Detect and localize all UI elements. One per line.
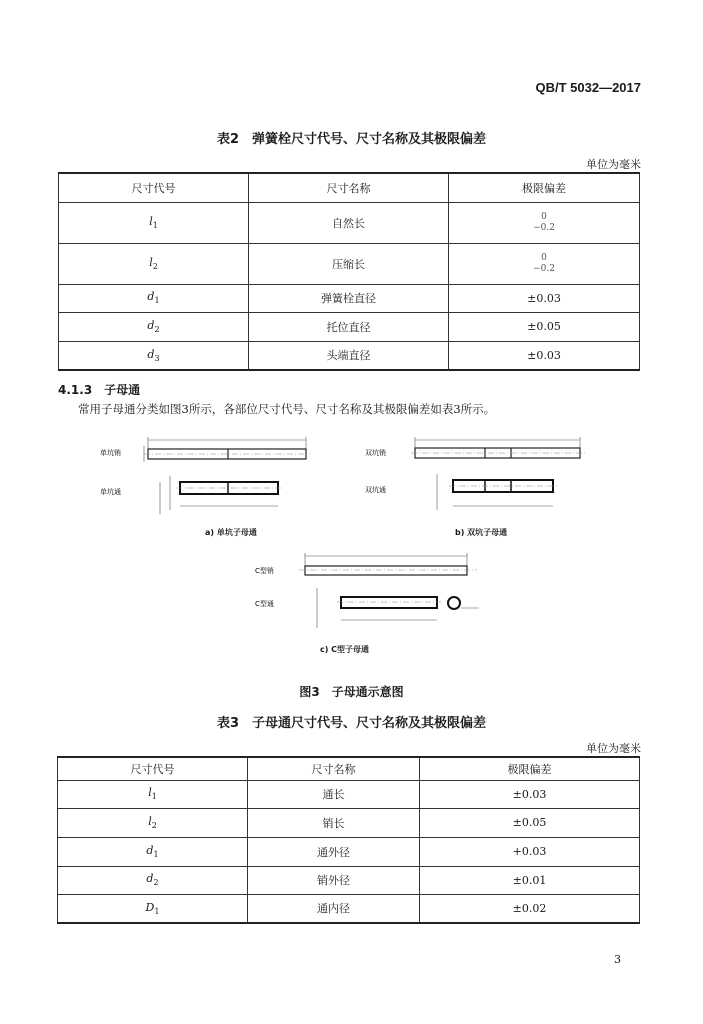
section-heading: 4.1.3 子母通	[58, 383, 141, 397]
figure-3c-caption: c) C型子母通	[320, 645, 370, 654]
tolerance-cell: 0 −0.2	[449, 202, 640, 243]
label-tube-a: 单坑通	[100, 488, 121, 496]
name-cell: 通内径	[248, 894, 420, 923]
tolerance-cell: +0.03	[420, 837, 640, 866]
label-pin-b: 双坑销	[365, 449, 386, 457]
name-cell: 销外径	[248, 866, 420, 894]
label-pin-a: 单坑销	[100, 449, 121, 457]
table-row	[59, 284, 640, 312]
name-cell: 托位直径	[249, 312, 449, 341]
table3-header-cell: 极限偏差	[420, 757, 640, 780]
table2-header-cell: 极限偏差	[449, 173, 640, 202]
document-code: QB/T 5032—2017	[535, 80, 641, 95]
label-tube-c: C型通	[255, 600, 274, 608]
figure-3a-caption: a) 单坑子母通	[205, 528, 257, 537]
table-row	[58, 808, 640, 837]
name-cell: 头端直径	[249, 341, 449, 370]
figure-3-caption: 图3 子母通示意图	[299, 685, 404, 699]
table-row	[58, 780, 640, 808]
tolerance-cell: ±0.03	[449, 341, 640, 370]
symbol-cell: $d_2$	[59, 312, 249, 341]
symbol-cell: $l_1$	[59, 202, 249, 243]
c-section-icon	[448, 597, 460, 609]
symbol-cell: $l_2$	[59, 243, 249, 284]
tolerance-cell: ±0.01	[420, 866, 640, 894]
figure-3b-caption: b) 双坑子母通	[455, 528, 508, 537]
tolerance-cell: ±0.03	[420, 780, 640, 808]
table-row	[59, 312, 640, 341]
symbol-cell: $d_1$	[58, 837, 248, 866]
tolerance-cell: ±0.05	[420, 808, 640, 837]
table-row	[59, 202, 640, 243]
table-row	[59, 243, 640, 284]
c-type-tube	[341, 597, 437, 608]
table-row	[58, 866, 640, 894]
label-tube-b: 双坑通	[365, 486, 386, 494]
symbol-cell: $l_1$	[58, 780, 248, 808]
table-row	[59, 341, 640, 370]
name-cell: 弹簧栓直径	[249, 284, 449, 312]
tolerance-cell: ±0.02	[420, 894, 640, 923]
name-cell: 通外径	[248, 837, 420, 866]
label-pin-c: C型销	[255, 567, 274, 575]
section-paragraph: 常用子母通分类如图3所示，各部位尺寸代号、尺寸名称及其极限偏差如表3所示。	[78, 402, 496, 416]
symbol-cell: $D_1$	[58, 894, 248, 923]
figure-3b-drawing	[365, 434, 600, 524]
table2-title: 表2 弹簧栓尺寸代号、尺寸名称及其极限偏差	[216, 132, 487, 147]
table3-header-cell: 尺寸名称	[248, 757, 420, 780]
table3	[57, 756, 640, 924]
name-cell: 压缩长	[249, 243, 449, 284]
figure-3a-drawing	[100, 434, 330, 524]
table2-header-cell: 尺寸代号	[59, 173, 249, 202]
symbol-cell: $d_1$	[59, 284, 249, 312]
tolerance-cell: 0 −0.2	[449, 243, 640, 284]
page-number: 3	[614, 953, 621, 966]
tolerance-cell: ±0.05	[449, 312, 640, 341]
table2	[58, 172, 640, 371]
table-row	[58, 837, 640, 866]
symbol-cell: $l_2$	[58, 808, 248, 837]
table3-title: 表3 子母通尺寸代号、尺寸名称及其极限偏差	[216, 716, 487, 731]
table2-header-row	[59, 173, 640, 202]
name-cell: 通长	[248, 780, 420, 808]
tolerance-cell: ±0.03	[449, 284, 640, 312]
name-cell: 销长	[248, 808, 420, 837]
symbol-cell: $d_2$	[58, 866, 248, 894]
symbol-cell: $d_3$	[59, 341, 249, 370]
table2-unit: 单位为毫米	[586, 158, 641, 171]
table2-header-cell: 尺寸名称	[249, 173, 449, 202]
name-cell: 自然长	[249, 202, 449, 243]
c-type-pin	[305, 566, 467, 575]
table3-header-row	[58, 757, 640, 780]
figure-3c-drawing	[255, 548, 495, 638]
table-row	[58, 894, 640, 923]
table3-header-cell: 尺寸代号	[58, 757, 248, 780]
table3-unit: 单位为毫米	[586, 742, 641, 755]
